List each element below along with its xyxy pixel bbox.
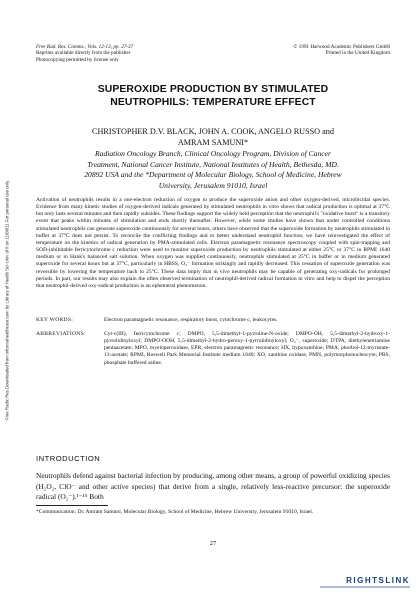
rightslink-logo-underline (320, 586, 410, 588)
footnote-divider (36, 505, 108, 506)
download-watermark (0, 150, 14, 450)
author-list (36, 126, 390, 148)
photocopy-notice: Photocopying permitted by license only (36, 56, 119, 63)
footnote (36, 509, 390, 516)
affiliation-line-3: 20892 USA and the *Department of Molecular Biology, School of Medicine, Hebrew (84, 170, 342, 179)
copyright-notice: © 1991 Harwood Academic Publishers GmbH (293, 44, 390, 50)
introduction-heading: INTRODUCTION (36, 454, 101, 463)
authors-line-1: CHRISTOPHER D.V. BLACK, JOHN A. COOK, ANGELO RUSSO and (92, 127, 334, 136)
footnote-mark: * (36, 509, 39, 515)
footnote-text: Communication: Dr. Amram Samuni, Molecular Biology, School of Medicine, Hebrew University, Jerusalem 91010, Israel. (38, 509, 314, 515)
introduction-text: Neutrophils defend against bacterial infection by producing, among other means, a group of powerful oxidizing species (H₂O₂, ClO⁻ and other active species) that derive from a single, relatively less-reactive precursor: the superoxide radical (O₂⁻).¹⁻¹⁵ Both (36, 471, 390, 502)
affiliation-line-1: Radiation Oncology Branch, Clinical Oncology Program, Division of Cancer (95, 149, 331, 158)
title-line-1: SUPEROXIDE PRODUCTION BY STIMULATED (97, 84, 329, 95)
affiliations (36, 149, 390, 191)
authors-line-2: AMRAM SAMUNI* (177, 138, 249, 147)
abbreviations-label: ABBREVIATIONS: (36, 331, 86, 337)
affiliation-line-4: University, Jerusalem 91010, Israel (158, 180, 268, 190)
header-right (230, 44, 390, 57)
download-watermark-text: Free Radic Res Downloaded from informahealthcare.com by Library of Health Sci-Univ of Il on 11/08/11 For personal use only. (4, 179, 10, 421)
page-number: 27 (209, 540, 217, 547)
header-left (36, 44, 236, 63)
title-line-2: NEUTROPHILS: TEMPERATURE EFFECT (110, 97, 316, 108)
keywords-label: KEY WORDS: (36, 317, 74, 323)
affiliation-line-2: Treatment, National Cancer Institute, National Institutes of Health, Bethesda, MD. (87, 159, 339, 169)
article-title (36, 83, 390, 109)
abstract: Activation of neutrophils results in a one-electron reduction of oxygen to produce the superoxide anion and other oxygen-derived, microbicidal species. Evidence from many kinetic studies of oxygen-derived radicals generated by stimulated neutrophils in vitro shows that radical production is optimal at 37°C but only lasts several minutes and then rapidly subsides. These findings support the widely held perception that the neutrophil's "oxidative burst" is a transitory event that peaks within minutes of stimulation and ends shortly thereafter. However, while some studies have shown that under controlled conditions stimulated neutrophils can generate superoxide continuously for several hours, others have observed that the superoxide formation by neutrophils stimulated in buffer at 37°C does not persist. To reconcile the conflicting findings and to better understand neutrophil function, we have reinvestigated the effect of temperature on the kinetics of radical generation by PMA-stimulated cells. Electron paramagnetic resonance spectroscopy coupled with spin-trapping and SOD-inhibitable ferricytochrome c reduction were used to monitor superoxide production by neutrophils stimulated at either 25°C or 37°C in RPMI 1640 medium or in Hank's balanced salt solution. When oxygen was supplied continuously, neutrophils stimulated at 25°C in buffer or in medium generated superoxide for several hours but at 37°C, particularly in HBSS, O₂⁻ formation strikingly and rapidly decreased. This cessation of superoxide generation was reversible by lowering the temperature back to 25°C. These data imply that in vivo neutrophils may be capable of generating oxy-radicals for prolonged periods. In part, our results may also explain the often observed termination of neutrophil-derived radical formation in vitro and help to dispel the perception that neutrophil-derived oxy-radical production is an ephemeral phenomenon. (36, 197, 390, 289)
keywords-text: Electron paramagnetic resonance, respiratory burst, cytochrome c, leukocytes. (104, 317, 278, 323)
printed-notice: Printed in the United Kingdom (325, 50, 390, 57)
reprint-notice: Reprints available directly from the publisher (36, 50, 131, 57)
journal-citation: Free Rad. Res. Comms., Vols. 12-13, pp. 27-37 (36, 44, 134, 50)
rightslink-logo[interactable]: RIGHTSLINK (346, 576, 410, 585)
abbreviations-text: Cyt-c(III), ferricytochrome c; DMPO, 5,5-dimethyl-1-pyrroline-N-oxide; DMPO-OH, 5,5-dimethyl-2-hydroxy-1-pyrrolidinyloxyl; DMPO-OOH, 5,5-dimethyl-2-hydro-peroxy-1-pyrrolidinyloxyl; O₂⁻, superoxide; DTPA, diethylenetriamine pentaacetate; MPO, myeloperoxidase, EPR, electron paramagnetic resonance; HX, hypoxanthine; PMA, phorbol-12-myristate-13-acetate; RPMI, Roswell Park Memorial Institute medium 1640; XO, xanthine oxidase, PMN, polymorphonucleocyte; PBS, phosphate buffered saline. (104, 331, 390, 366)
